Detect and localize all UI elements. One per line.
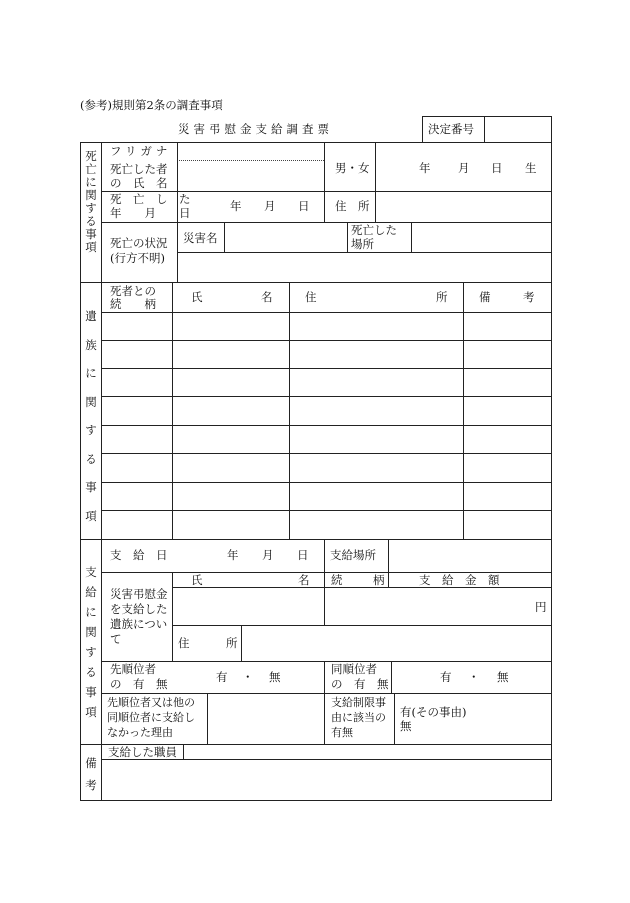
- recipient-label-line3: 遺族につい: [110, 617, 168, 631]
- address-label: 住 所: [335, 199, 370, 213]
- decision-number-field[interactable]: [484, 117, 551, 141]
- recipient-name-label-b: 名: [298, 573, 310, 587]
- gender-label: 男・女: [335, 161, 370, 175]
- payment-amount-label: 支 給 金 額: [419, 573, 500, 587]
- same-rank-label-line1: 同順位者: [331, 662, 377, 676]
- same-rank-separator: ・: [468, 670, 480, 684]
- recipient-address-field[interactable]: [242, 626, 551, 661]
- birth-year-label: 年: [419, 161, 431, 175]
- deceased-name-field[interactable]: [178, 161, 324, 191]
- no-payment-reason-label-line2: 同順位者に支給し: [107, 711, 195, 724]
- prior-rank-yes[interactable]: 有: [216, 670, 228, 684]
- restriction-label-line3: 有無: [331, 726, 353, 739]
- no-payment-reason-field[interactable]: [208, 694, 324, 744]
- recipient-relation-label-b: 柄: [373, 573, 385, 587]
- payment-section-label: 支 給 に 関 す る 事 項: [85, 565, 97, 719]
- family-address-label-a: 住: [305, 290, 317, 304]
- family-name-label-b: 名: [261, 290, 273, 304]
- birth-day-label: 日: [491, 161, 503, 175]
- family-name-label-a: 氏: [191, 290, 203, 304]
- death-status-label-line2: (行方不明): [110, 251, 165, 265]
- recipient-name-label-a: 氏: [191, 573, 203, 587]
- birth-month-label: 月: [458, 161, 470, 175]
- form-title: 災害弔慰金支給調査票: [178, 122, 333, 136]
- family-address-label-b: 所: [436, 290, 448, 304]
- recipient-address-label-b: 所: [226, 636, 238, 650]
- prior-rank-no[interactable]: 無: [269, 670, 281, 684]
- death-place-field[interactable]: [412, 223, 551, 252]
- notes-field[interactable]: [102, 760, 551, 800]
- form-note: (参考)規則第2条の調査事項: [80, 98, 223, 112]
- deceased-name-label-line1: 死亡した者: [110, 162, 168, 176]
- death-section-label: 死 亡 に 関 す る 事 項: [85, 149, 97, 254]
- recipient-label-line1: 災害弔慰金: [110, 587, 168, 601]
- staff-field[interactable]: [184, 745, 551, 759]
- family-table-body[interactable]: [102, 313, 551, 539]
- restriction-label-line2: 由に該当の: [331, 711, 386, 724]
- death-month-label: 月: [264, 199, 276, 213]
- payment-amount-field[interactable]: [389, 588, 529, 625]
- family-section-label: 遺 族 に 関 す る 事 項: [85, 309, 97, 523]
- disaster-name-label: 災害名: [183, 231, 218, 245]
- prior-rank-label-line1: 先順位者: [110, 662, 156, 676]
- death-status-label-line1: 死亡の状況: [110, 236, 168, 250]
- no-payment-reason-label-line3: なかった理由: [107, 726, 173, 739]
- relation-label-line2: 続 柄: [110, 297, 156, 311]
- restriction-label-line1: 支給制限事: [331, 696, 386, 709]
- prior-rank-label-line2: の 有 無: [110, 677, 168, 691]
- furigana-field[interactable]: [178, 143, 324, 159]
- recipient-label-line4: て: [110, 632, 122, 646]
- restriction-no[interactable]: 無: [400, 719, 412, 733]
- recipient-name-field[interactable]: [173, 588, 324, 625]
- same-rank-yes[interactable]: 有: [440, 670, 452, 684]
- relation-label-line1: 死者との: [110, 284, 156, 298]
- payment-place-field[interactable]: [389, 540, 551, 572]
- yen-label: 円: [535, 600, 547, 614]
- payment-date-label: 支 給 日: [110, 548, 168, 562]
- notes-section-label: 備 考: [85, 756, 97, 792]
- payment-month-label: 月: [262, 548, 274, 562]
- payment-day-label: 日: [297, 548, 309, 562]
- death-date-label-line1: 死 亡 し た: [110, 192, 191, 206]
- birth-suffix-label: 生: [525, 161, 537, 175]
- death-year-label: 年: [230, 199, 242, 213]
- family-remarks-label-a: 備: [479, 290, 491, 304]
- payment-place-label: 支給場所: [330, 548, 376, 562]
- decision-number-label: 決定番号: [428, 122, 474, 136]
- recipient-address-label-a: 住: [178, 636, 190, 650]
- recipient-label-line2: を支給した: [110, 602, 168, 616]
- death-place-label-line2: 場所: [351, 237, 374, 251]
- payment-year-label: 年: [227, 548, 239, 562]
- death-place-label-line1: 死亡した: [351, 223, 397, 237]
- disaster-name-field[interactable]: [225, 223, 347, 252]
- prior-rank-separator: ・: [242, 670, 254, 684]
- family-remarks-label-b: 考: [523, 290, 535, 304]
- recipient-relation-label-a: 続: [331, 573, 343, 587]
- staff-label: 支給した職員: [108, 745, 177, 759]
- address-field[interactable]: [376, 192, 551, 222]
- deceased-name-label-line2: の 氏 名: [110, 176, 168, 190]
- furigana-label: フリガナ: [110, 144, 172, 158]
- same-rank-no[interactable]: 無: [497, 670, 509, 684]
- death-date-label-line2: 年 月 日: [110, 206, 191, 220]
- death-day-label: 日: [298, 199, 310, 213]
- restriction-yes-reason[interactable]: 有(その事由): [400, 705, 467, 719]
- no-payment-reason-label-line1: 先順位者又は他の: [107, 696, 195, 709]
- same-rank-label-line2: の 有 無: [331, 677, 389, 691]
